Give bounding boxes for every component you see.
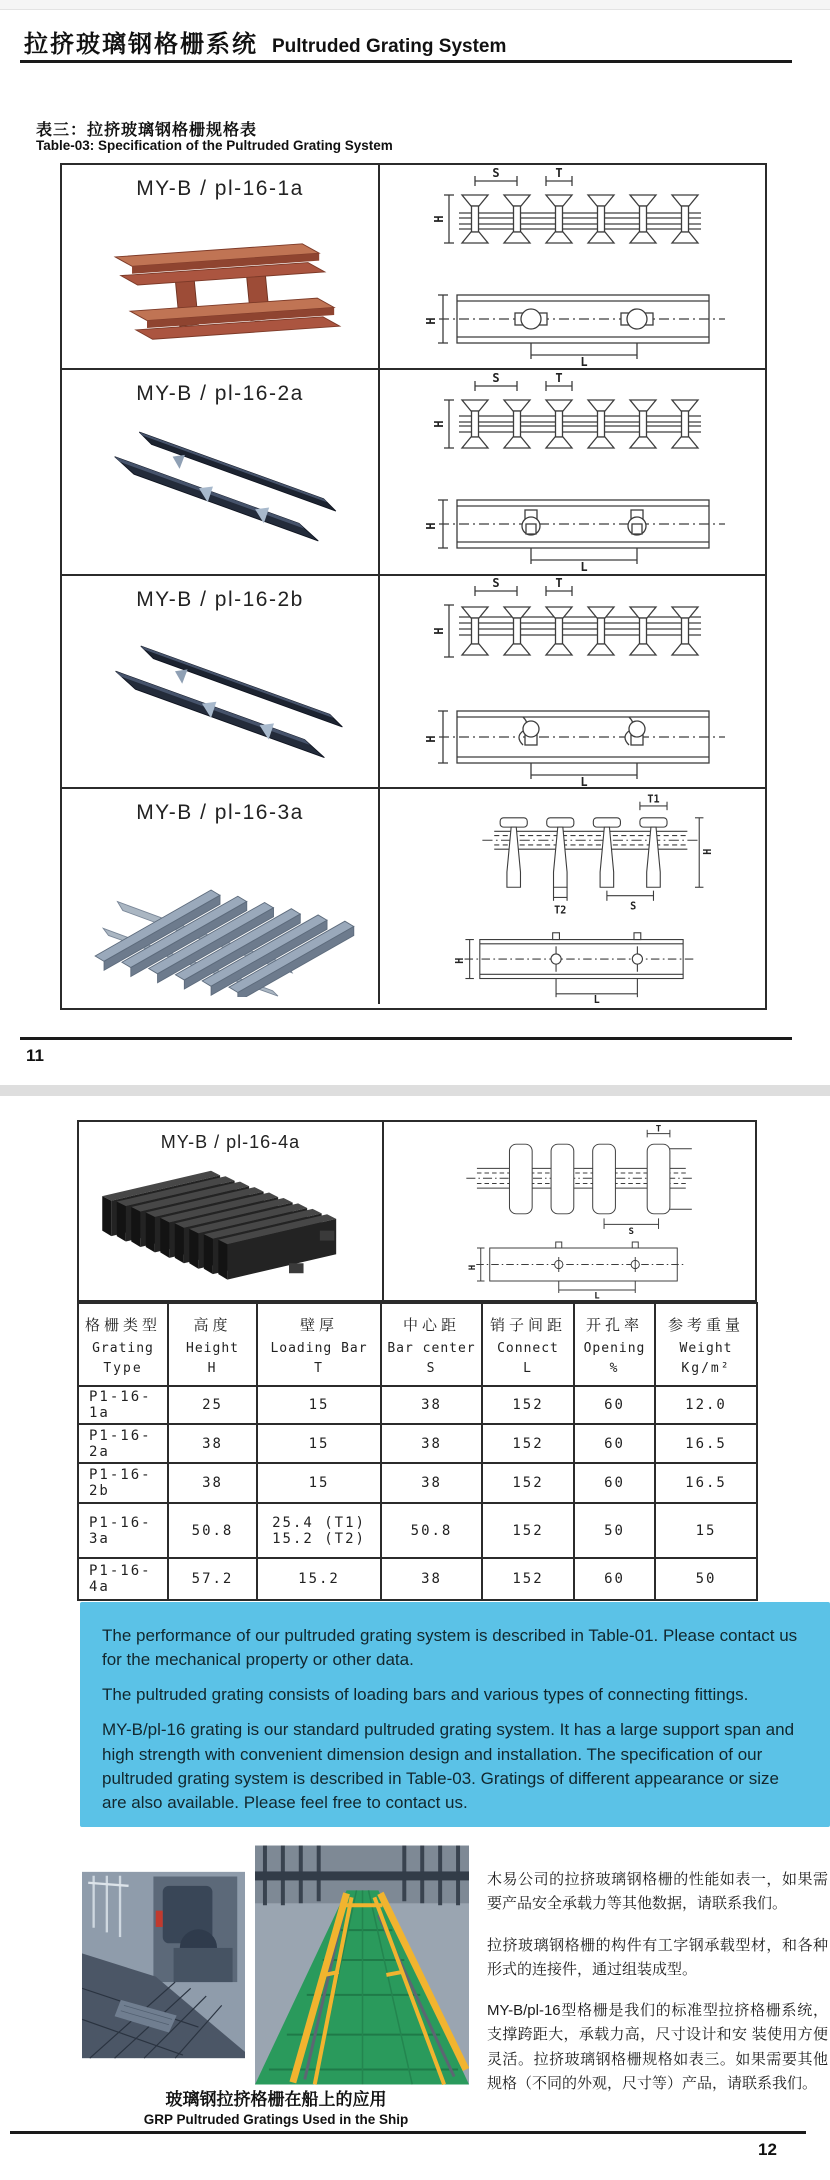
dim-label-l: L	[579, 774, 588, 787]
dim-label-l: L	[579, 560, 588, 572]
spec-cell: 50.8	[382, 1504, 483, 1559]
spec-cell: 60	[575, 1387, 656, 1425]
drawing-cell-pl-16-1a	[380, 165, 765, 370]
model-name: MY-B / pl-16-2b	[136, 588, 304, 611]
spec-cell: 38	[169, 1425, 258, 1464]
side-paragraph-3: MY-B/pl-16型格栅是我们的标准型拉挤格栅系统，支撑跨距大，承载力高，尺寸设计和安 装使用方便灵活。拉挤玻璃钢格栅规格如表三。如果需要其他规格（不同的外观，尺寸等）产品，请联系我们。	[487, 2002, 828, 2093]
spec-cell: 25	[169, 1387, 258, 1425]
dim-label-t1: T1	[646, 794, 660, 806]
dim-label-h: H	[454, 957, 466, 964]
product-photo-pl-16-4a	[95, 1158, 367, 1296]
photo-caption-zh: 玻璃钢拉挤格栅在船上的应用	[165, 2090, 387, 2109]
spec-cell: 152	[483, 1559, 575, 1599]
photo-caption	[80, 2085, 472, 2127]
col-header-grating-type	[79, 1304, 169, 1387]
header-en: Grating	[92, 1340, 154, 1356]
side-paragraph-1: 木易公司的拉挤玻璃钢格栅的性能如表一，如果需要产品安全承载力等其他数据，请联系我们。	[487, 1871, 828, 1913]
header-zh: 高度	[193, 1316, 232, 1334]
page12-footer-rule	[10, 2131, 806, 2134]
dim-label-l: L	[579, 354, 588, 367]
spec-cell: 15	[656, 1504, 756, 1559]
header-en: Loading Bar	[270, 1340, 368, 1356]
model-name: MY-B / pl-16-4a	[160, 1132, 301, 1152]
header-sym: L	[523, 1360, 533, 1376]
dim-label-s: S	[491, 372, 500, 385]
col-header-connect	[483, 1304, 575, 1387]
model-name: MY-B / pl-16-3a	[136, 801, 304, 824]
cross-section-drawing	[413, 372, 733, 476]
cross-section-drawing-rect	[420, 1123, 720, 1235]
spec-cell: 152	[483, 1504, 575, 1559]
drawing-cell-pl-16-2b	[380, 576, 765, 789]
spec-cell: 60	[575, 1464, 656, 1504]
header-en: Connect	[497, 1340, 559, 1356]
dim-label-l: L	[593, 995, 600, 1004]
header-en: Opening	[583, 1340, 646, 1356]
spec-cell: 12.0	[656, 1387, 756, 1425]
product-photo-pl-16-2b	[80, 619, 360, 781]
header-sym: T	[314, 1360, 324, 1376]
col-header-height	[169, 1304, 258, 1387]
table3-caption-zh: 表三：拉挤玻璃钢格栅规格表	[36, 122, 258, 139]
col-header-opening	[575, 1304, 656, 1387]
dim-label-h: H	[423, 522, 438, 530]
model-cell-pl-16-1a	[62, 165, 380, 370]
header-zh: 销子间距	[489, 1316, 566, 1334]
spec-cell: 38	[382, 1464, 483, 1504]
side-view-drawing	[413, 695, 733, 787]
product-photo-pl-16-2a	[80, 411, 360, 569]
dim-label-h: H	[431, 626, 446, 635]
spec-row-type: P1-16-4a	[79, 1559, 169, 1599]
drawing-cell-pl-16-2a	[380, 370, 765, 576]
model-name: MY-B / pl-16-1a	[136, 177, 304, 200]
table3-caption-en: Table-03: Specification of the Pultruded Grating System	[36, 138, 393, 153]
spec-cell: 15	[258, 1464, 382, 1504]
header-sym: %	[609, 1360, 620, 1376]
page-separator	[0, 1085, 830, 1096]
spec-cell: 38	[382, 1559, 483, 1599]
spec-cell: 15	[258, 1387, 382, 1425]
header-zh: 壁厚	[299, 1316, 338, 1334]
photo-ship-deck	[82, 1845, 245, 2085]
dim-label-h: H	[431, 420, 446, 428]
side-text-column	[487, 1868, 828, 2113]
header-sym: H	[207, 1360, 218, 1376]
spec-cell: 15	[258, 1425, 382, 1464]
spec-cell: 16.5	[656, 1425, 756, 1464]
page-title-zh: 拉挤玻璃钢格栅系统	[24, 31, 258, 58]
spec-cell: 152	[483, 1425, 575, 1464]
spec-drawing-table	[60, 163, 767, 1010]
spec-cell: 57.2	[169, 1559, 258, 1599]
spec-cell: 152	[483, 1464, 575, 1504]
spec-row-type: P1-16-1a	[79, 1387, 169, 1425]
scan-top-edge	[0, 0, 830, 10]
product-photo-pl-16-1a	[89, 210, 351, 360]
dim-label-t2: T2	[553, 905, 566, 917]
photo-green-walkway	[255, 1845, 469, 2085]
dim-label-h: H	[431, 214, 446, 223]
page-number-12: 12	[758, 2140, 777, 2159]
model-cell-pl-16-4a	[79, 1122, 384, 1300]
model-cell-pl-16-2a	[62, 370, 380, 576]
page-number-11: 11	[26, 1046, 44, 1065]
info-paragraph-3: MY-B/pl-16 grating is our standard pultruded grating system. It has a large support span and high strength with convenient dimension design and installation. The specification of our pultruded grating system is described in Table-03. Gratings of different appearance or size are also available. Please feel free to contact us.	[102, 1720, 795, 1812]
dim-label-t: T	[655, 1124, 661, 1135]
dim-label-s: S	[491, 166, 500, 180]
col-header-loading-bar	[258, 1304, 382, 1387]
dim-label-l: L	[593, 1291, 600, 1299]
dim-label-h: H	[423, 734, 438, 743]
spec-cell: 50	[575, 1504, 656, 1559]
photo-caption-en: GRP Pultruded Gratings Used in the Ship	[143, 2112, 409, 2127]
spec-cell: 50.8	[169, 1504, 258, 1559]
spec-cell: 38	[382, 1425, 483, 1464]
model-cell-pl-16-3a	[62, 789, 380, 1004]
page11-footer-rule	[20, 1037, 792, 1040]
dim-label-t: T	[554, 576, 563, 590]
dim-label-s: S	[628, 1227, 634, 1235]
side-view-drawing	[413, 486, 733, 572]
header-en: Weight	[679, 1340, 733, 1356]
model-name: MY-B / pl-16-2a	[136, 382, 304, 405]
product-photo-pl-16-3a	[80, 832, 360, 997]
dim-label-s: S	[491, 576, 500, 590]
header-sym: Type	[103, 1360, 143, 1376]
col-header-weight	[656, 1304, 756, 1387]
header-sym: Kg/m²	[681, 1360, 731, 1376]
spec-cell: 38	[382, 1387, 483, 1425]
drawing-cell-pl-16-4a	[384, 1122, 755, 1300]
specification-table	[77, 1302, 758, 1601]
header-zh: 开孔率	[585, 1316, 643, 1334]
page-header	[24, 24, 506, 59]
col-header-bar-center	[382, 1304, 483, 1387]
info-paragraph-1: The performance of our pultruded grating system is described in Table-01. Please contact us for the mechanical property or other data.	[102, 1626, 798, 1670]
cross-section-drawing	[413, 577, 733, 685]
spec-cell-line2: 15.2 (T2)	[272, 1530, 366, 1547]
drawing-cell-pl-16-3a	[380, 789, 765, 1004]
spec-cell: 50	[695, 1571, 717, 1587]
cross-section-drawing-t	[408, 789, 738, 916]
dim-label-s: S	[629, 901, 636, 913]
header-zh: 参考重量	[667, 1316, 744, 1334]
page-title-en: Pultruded Grating System	[272, 36, 507, 57]
side-view-drawing	[413, 926, 733, 1004]
spec-cell: 60	[575, 1559, 656, 1599]
spec-cell: 15.2	[258, 1559, 382, 1599]
header-sym: S	[426, 1360, 437, 1376]
spec-row-type: P1-16-2b	[79, 1464, 169, 1504]
spec-row-type: P1-16-2a	[79, 1425, 169, 1464]
cross-section-drawing	[413, 167, 733, 271]
spec-cell: 38	[169, 1464, 258, 1504]
dim-label-h: H	[423, 316, 438, 325]
dim-label-h: H	[467, 1264, 478, 1271]
model-table-pl-16-4a	[77, 1120, 757, 1302]
dim-label-t: T	[554, 372, 563, 385]
side-view-drawing	[413, 281, 733, 367]
dim-label-t: T	[554, 166, 563, 180]
side-paragraph-2: 拉挤玻璃钢格栅的构件有工字钢承载型材，和各种形式的连接件，通过组装成型。	[487, 1936, 828, 1978]
spec-cell-two-line	[258, 1504, 382, 1559]
info-box	[80, 1602, 830, 1827]
spec-cell: 16.5	[656, 1464, 756, 1504]
dim-label-h: H	[702, 848, 714, 855]
spec-cell: 60	[575, 1425, 656, 1464]
header-rule	[20, 60, 792, 63]
spec-cell: 152	[483, 1387, 575, 1425]
header-zh: 格栅类型	[84, 1316, 161, 1334]
header-en: Height	[186, 1340, 239, 1356]
header-zh: 中心距	[402, 1316, 460, 1334]
header-en: Bar center	[387, 1340, 476, 1356]
spec-cell-line1: 25.4 (T1)	[272, 1514, 366, 1531]
model-cell-pl-16-2b	[62, 576, 380, 789]
info-paragraph-2: The pultruded grating consists of loading bars and various types of connecting fittings.	[102, 1685, 749, 1705]
spec-row-type: P1-16-3a	[79, 1504, 169, 1559]
side-view-drawing	[420, 1239, 720, 1299]
